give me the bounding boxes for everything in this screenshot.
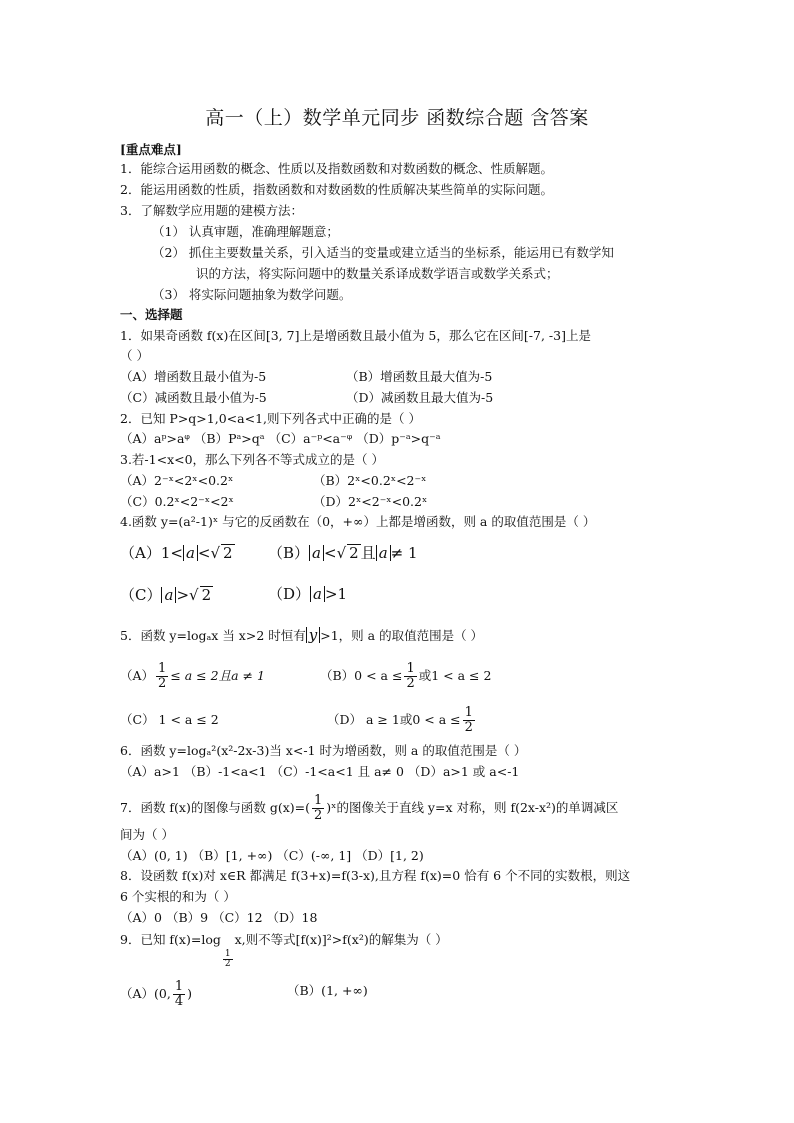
q9-stem-post: x,则不等式[f(x)]²>f(x²)的解集为（ ） [234, 932, 448, 947]
q4-option-b-and: 且 [360, 544, 376, 562]
q2-stem: 2．已知 P>q>1,0<a<1,则下列各式中正确的是（ ） [120, 411, 421, 426]
q5-stem-abs: y [306, 627, 320, 643]
q3-option-d: （D）2ˣ<2⁻ˣ<0.2ˣ [313, 494, 428, 509]
key-point-2: 2．能运用函数的性质，指数函数和对数函数的性质解决某些简单的实际问题。 [120, 182, 553, 197]
q7-num: 1 [314, 793, 323, 808]
q6-options: （A）a>1 （B）-1<a<1 （C）-1<a<1 且 a≠ 0 （D）a>1 或 a<-1 [120, 764, 520, 779]
modeling-step-2-cont: 识的方法，将实际问题中的数量关系译成数学语言或数学关系式； [196, 266, 559, 281]
q4-stem: 4.函数 y=(a²-1)ˣ 与它的反函数在（0，+∞）上都是增函数，则 a 的取值范围是（ ） [120, 514, 596, 529]
q9-option-a-post: ) [187, 986, 193, 1001]
q5-option-a-label: （A） [120, 668, 155, 683]
q1-option-a: （A）增函数且最小值为-5 [120, 369, 267, 384]
q4-option-a-root: 2 [223, 544, 233, 562]
q5-stem-post: >1，则 a 的取值范围是（ ） [320, 628, 484, 643]
q9-option-b: （B）(1, +∞) [287, 983, 368, 998]
q7-stem-2: 间为（ ） [120, 827, 174, 842]
q9-option-a [120, 980, 192, 1009]
section-title: 一、选择题 [120, 307, 183, 322]
q9-option-a-pre: （A）(0, [120, 986, 171, 1001]
q2-options: （A）aᵖ>aᵠ （B）Pᵃ>qᵃ （C）a⁻ᵖ<a⁻ᵠ （D）p⁻ᵃ>q⁻ᵃ [120, 431, 441, 446]
q5-option-d-label: （D） a ≥ 1或0 < a ≤ [327, 712, 461, 727]
document-title: 高一（上）数学单元同步 函数综合题 含答案 [205, 107, 589, 129]
q4-option-a-lt: < [197, 544, 211, 562]
q4-option-b-root: 2 [349, 544, 359, 562]
q4-option-d-gt: >1 [324, 585, 348, 603]
modeling-step-1: （1） 认真审题，准确理解题意； [152, 224, 339, 239]
q1-option-c: （C）减函数且最小值为-5 [120, 390, 267, 405]
q4-option-b-abs2: a [376, 545, 391, 561]
q9-option-a-num: 1 [174, 979, 184, 994]
key-points-heading: [重点难点] [120, 142, 182, 157]
q4-option-b-lt: < [323, 544, 337, 562]
q5-option-a [120, 662, 265, 691]
q7-stem-pre: 7．函数 f(x)的图像与函数 g(x)=( [120, 800, 310, 815]
q9-stem [120, 932, 448, 969]
q5-option-a-fraction [156, 662, 168, 691]
q8-options: （A）0 （B）9 （C）12 （D）18 [120, 910, 318, 925]
q5-option-d [327, 706, 477, 735]
q9-log-base-den: 2 [224, 959, 231, 969]
q4-option-a-abs: a [183, 545, 198, 561]
q5-stem-pre: 5．函数 y=logₐx 当 x>2 时恒有 [120, 628, 306, 643]
q1-option-b: （B）增函数且最大值为-5 [346, 369, 493, 384]
q5-stem [120, 627, 483, 644]
q5-option-a-rest: ≤ a ≤ 2且a ≠ 1 [170, 668, 265, 683]
q4-option-d [268, 586, 347, 602]
q4-option-b-label: （B） [268, 544, 310, 562]
q5-option-a-den: 2 [158, 676, 167, 691]
q8-stem: 8．设函数 f(x)对 x∈R 都满足 f(3+x)=f(3-x),且方程 f(x)=0 恰有 6 个不同的实数根，则这 [120, 868, 631, 883]
q1-option-d: （D）减函数且最大值为-5 [346, 390, 494, 405]
key-point-3: 3．了解数学应用题的建模方法： [120, 203, 303, 218]
q1-stem: 1．如果奇函数 f(x)在区间[3, 7]上是增函数且最小值为 5，那么它在区间[-7, -3]上是 [120, 328, 591, 343]
q5-option-a-num: 1 [158, 661, 167, 676]
q5-option-b [320, 662, 491, 691]
q5-option-b-fraction [404, 662, 416, 691]
q3-option-c: （C）0.2ˣ<2⁻ˣ<2ˣ [120, 494, 234, 509]
q5-option-b-den: 2 [406, 676, 415, 691]
q4-option-c-root: 2 [201, 586, 212, 604]
q5-option-d-fraction [463, 706, 475, 735]
q4-option-c-gt: > [176, 586, 190, 604]
q3-option-a: （A）2⁻ˣ<2ˣ<0.2ˣ [120, 473, 234, 488]
q8-stem-2: 6 个实根的和为（ ） [120, 889, 236, 904]
q4-option-d-label: （D） [268, 585, 311, 603]
q3-option-b: （B）2ˣ<0.2ˣ<2⁻ˣ [313, 473, 427, 488]
q5-option-c: （C） 1 < a ≤ 2 [120, 712, 219, 727]
q5-option-b-rest: 或1 < a ≤ 2 [418, 668, 492, 683]
q9-log-base [223, 950, 233, 969]
q4-option-b: （B） a <√ 2 且 a ≠ 1 [268, 544, 418, 562]
modeling-step-3: （3） 将实际问题抽象为数学问题。 [152, 287, 352, 302]
q7-fraction [312, 794, 324, 823]
q1-blank: （ ） [120, 348, 149, 363]
q4-option-b-ne: ≠ 1 [390, 544, 418, 562]
q4-option-a-label: （A）1< [120, 544, 183, 562]
key-point-1: 1．能综合运用函数的概念、性质以及指数函数和对数函数的概念、性质解题。 [120, 161, 553, 176]
q9-log-base-num: 1 [224, 949, 231, 959]
q4-option-d-abs: a [310, 586, 325, 602]
q7-stem-post: )ˣ的图像关于直线 y=x 对称，则 f(2x-x²)的单调减区 [326, 800, 619, 815]
q4-option-c-abs: a [161, 587, 176, 603]
q7-den: 2 [314, 808, 323, 823]
q9-option-a-den: 4 [174, 994, 184, 1009]
q4-option-a: （A）1< a <√ 2 [120, 544, 233, 562]
q4-option-c-label: （C） [120, 586, 162, 604]
q9-stem-pre: 9．已知 f(x)=log [120, 932, 221, 947]
q4-option-c: （C） a >√ 2 [120, 586, 212, 604]
q9-option-a-fraction [173, 980, 185, 1009]
q3-stem: 3.若-1<x<0，那么下列各不等式成立的是（ ） [120, 452, 385, 467]
modeling-step-2: （2） 抓住主要数量关系，引入适当的变量或建立适当的坐标系，能运用已有数学知 [152, 245, 614, 260]
q7-stem [120, 794, 618, 823]
q5-option-d-num: 1 [464, 705, 473, 720]
q6-stem: 6．函数 y=logₐ²(x²-2x-3)当 x<-1 时为增函数，则 a 的取值范围是（ ） [120, 743, 527, 758]
q4-option-b-abs: a [309, 545, 324, 561]
q5-option-d-den: 2 [464, 720, 473, 735]
q7-options: （A）(0, 1) （B）[1, +∞) （C）(-∞, 1] （D）[1, 2) [120, 848, 424, 863]
q5-option-b-num: 1 [406, 661, 415, 676]
q5-option-b-label: （B）0 < a ≤ [320, 668, 403, 683]
